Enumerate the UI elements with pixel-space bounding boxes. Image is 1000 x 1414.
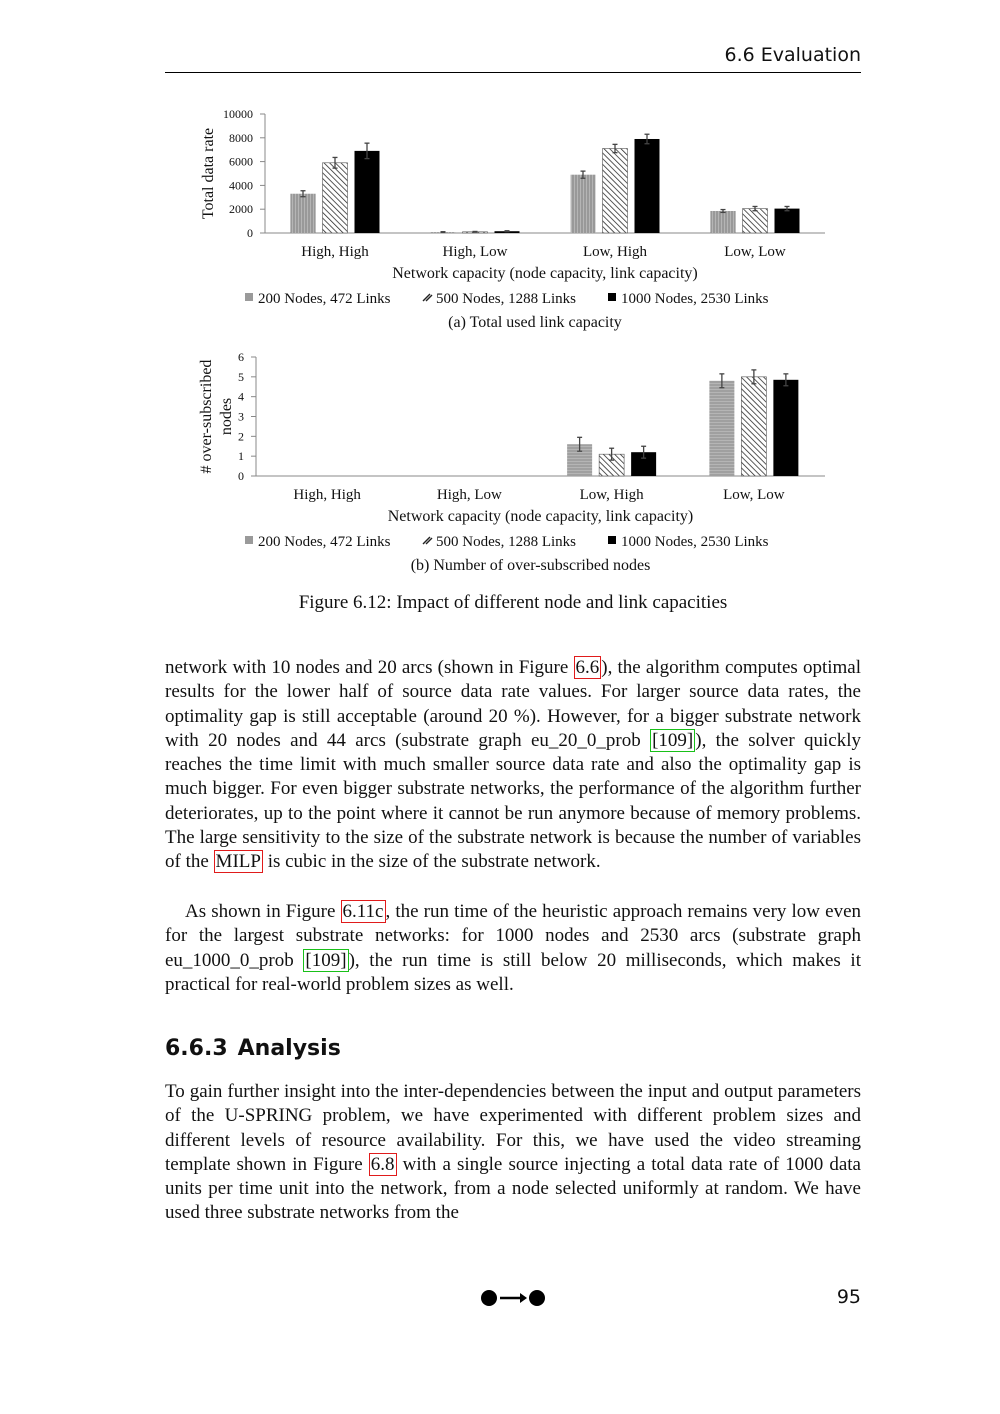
chart-over-subscribed-nodes <box>185 342 835 577</box>
text-run: ), the algorithm computes optimal results for the lower half of source data rate values. For larger source data rates, the optimality gap is still acceptable (around 20 %). However, for a bigger substrate network with 20 nodes and 44 arcs (substrate graph eu_20_0_prob <box>165 657 861 751</box>
y-axis-title: # over-subscribed <box>198 359 215 474</box>
data-bar <box>709 381 734 476</box>
data-bar <box>773 380 798 476</box>
section-heading <box>165 1036 341 1061</box>
y-tick-label: 0 <box>238 469 244 483</box>
y-tick-label: 4000 <box>229 178 253 193</box>
figure-ref-link[interactable]: 6.8 <box>370 1153 395 1175</box>
subfigure-caption: (b) Number of over-subscribed nodes <box>410 557 651 574</box>
x-tick-label: High, Low <box>436 487 502 503</box>
y-tick-label: 5 <box>238 369 244 384</box>
subfigure-caption: (a) Total used link capacity <box>448 314 622 331</box>
chart-total-data-rate <box>185 98 835 338</box>
y-tick-label: 2 <box>238 429 244 444</box>
y-tick-label: 10000 <box>223 107 253 121</box>
text-run: To gain further insight into the inter-dependencies between the input and output parameters of the U-SPRING problem, we have experimented with different problem sizes and different levels of resource availability. For this, we have used the video streaming template shown in Figure <box>165 1081 861 1175</box>
legend-swatch <box>608 293 616 301</box>
text-run: ), the run time is still below 20 milliseconds, which makes it practical for real-world problem sizes as well. <box>165 949 861 995</box>
y-tick-label: 4 <box>238 389 244 404</box>
chart-a-svg <box>185 98 835 338</box>
x-tick-label: High, High <box>301 244 369 260</box>
y-tick-label: 1 <box>238 449 244 464</box>
data-bar <box>775 209 800 233</box>
figure-ref-link[interactable]: 6.11c <box>342 901 384 922</box>
text-run: ), the solver quickly reaches the time limit with much smaller source data rate and also the optimality gap is much bigger. For even bigger substrate networks, the performance of the algorithm further deteriorates, up to the point where it cannot be run anymore because of memory problems. The large sensitivity to the size of the substrate network is because the number of variables of the <box>165 729 862 873</box>
node-arrow-node-icon <box>480 1288 546 1308</box>
legend-swatch <box>423 294 432 301</box>
legend-swatch <box>608 536 616 544</box>
y-tick-label: 3 <box>238 409 244 424</box>
running-header-title: 6.6 Evaluation <box>724 44 861 66</box>
legend-label: 200 Nodes, 472 Links <box>258 291 391 307</box>
acronym-link[interactable]: MILP <box>215 851 261 873</box>
y-tick-label: 6000 <box>229 154 253 169</box>
running-header <box>165 44 861 73</box>
legend-label: 500 Nodes, 1288 Links <box>436 534 576 550</box>
data-bar <box>603 149 628 233</box>
text-run: , the run time of the heuristic approach remains very low even for the largest substrate networks: for 1000 nodes and 2530 arcs (substrate graph eu_1000_0_prob <box>165 901 861 971</box>
x-axis-title: Network capacity (node capacity, link capacity) <box>392 265 698 282</box>
x-axis-title: Network capacity (node capacity, link capacity) <box>387 508 694 525</box>
x-tick-label: High, High <box>293 487 361 503</box>
x-tick-label: High, Low <box>442 244 508 260</box>
y-tick-label: 8000 <box>229 130 253 145</box>
data-bar <box>291 194 316 233</box>
text-run: with a single source injecting a total data rate of 1000 data units per time unit into the network, from a node selected uniformly at random. We have used three substrate networks from the <box>165 1153 861 1224</box>
data-bar <box>741 377 766 476</box>
x-tick-label: Low, Low <box>724 244 786 260</box>
data-bar <box>743 209 768 233</box>
data-bar <box>635 139 660 233</box>
y-axis-title: Total data rate <box>200 127 217 220</box>
legend-label: 1000 Nodes, 2530 Links <box>621 291 769 307</box>
legend-swatch <box>423 537 432 544</box>
y-tick-label: 2000 <box>229 202 253 217</box>
page-number: 95 <box>836 1286 861 1308</box>
y-axis-title: nodes <box>218 397 235 436</box>
data-bar <box>711 211 736 233</box>
legend-label: 500 Nodes, 1288 Links <box>436 291 576 307</box>
paragraph <box>165 656 861 875</box>
legend-label: 200 Nodes, 472 Links <box>258 534 391 550</box>
text-run: network with 10 nodes and 20 arcs (shown in Figure <box>165 657 574 678</box>
chart-b-svg <box>185 342 835 577</box>
legend-swatch <box>245 536 253 544</box>
x-tick-label: Low, High <box>582 244 648 260</box>
text-run: is cubic in the size of the substrate network. <box>262 851 601 873</box>
paragraph <box>165 900 861 997</box>
data-bar <box>323 163 348 233</box>
section-title: Analysis <box>237 1036 341 1061</box>
legend-swatch <box>245 293 253 301</box>
citation-link[interactable]: [109] <box>305 949 347 971</box>
x-tick-label: Low, Low <box>723 487 785 503</box>
text-run: As shown in Figure <box>185 901 341 922</box>
data-bar <box>355 151 380 233</box>
legend-label: 1000 Nodes, 2530 Links <box>621 534 769 550</box>
data-bar <box>571 175 596 233</box>
citation-link[interactable]: [109] <box>652 729 694 751</box>
figure-caption: Figure 6.12: Impact of different node and link capacities <box>298 592 728 613</box>
y-tick-label: 6 <box>238 350 244 364</box>
y-tick-label: 0 <box>247 226 253 240</box>
x-tick-label: Low, High <box>579 487 644 503</box>
section-number: 6.6.3 <box>165 1036 228 1061</box>
paragraph <box>165 1080 861 1226</box>
figure-ref-link[interactable]: 6.6 <box>575 657 600 678</box>
